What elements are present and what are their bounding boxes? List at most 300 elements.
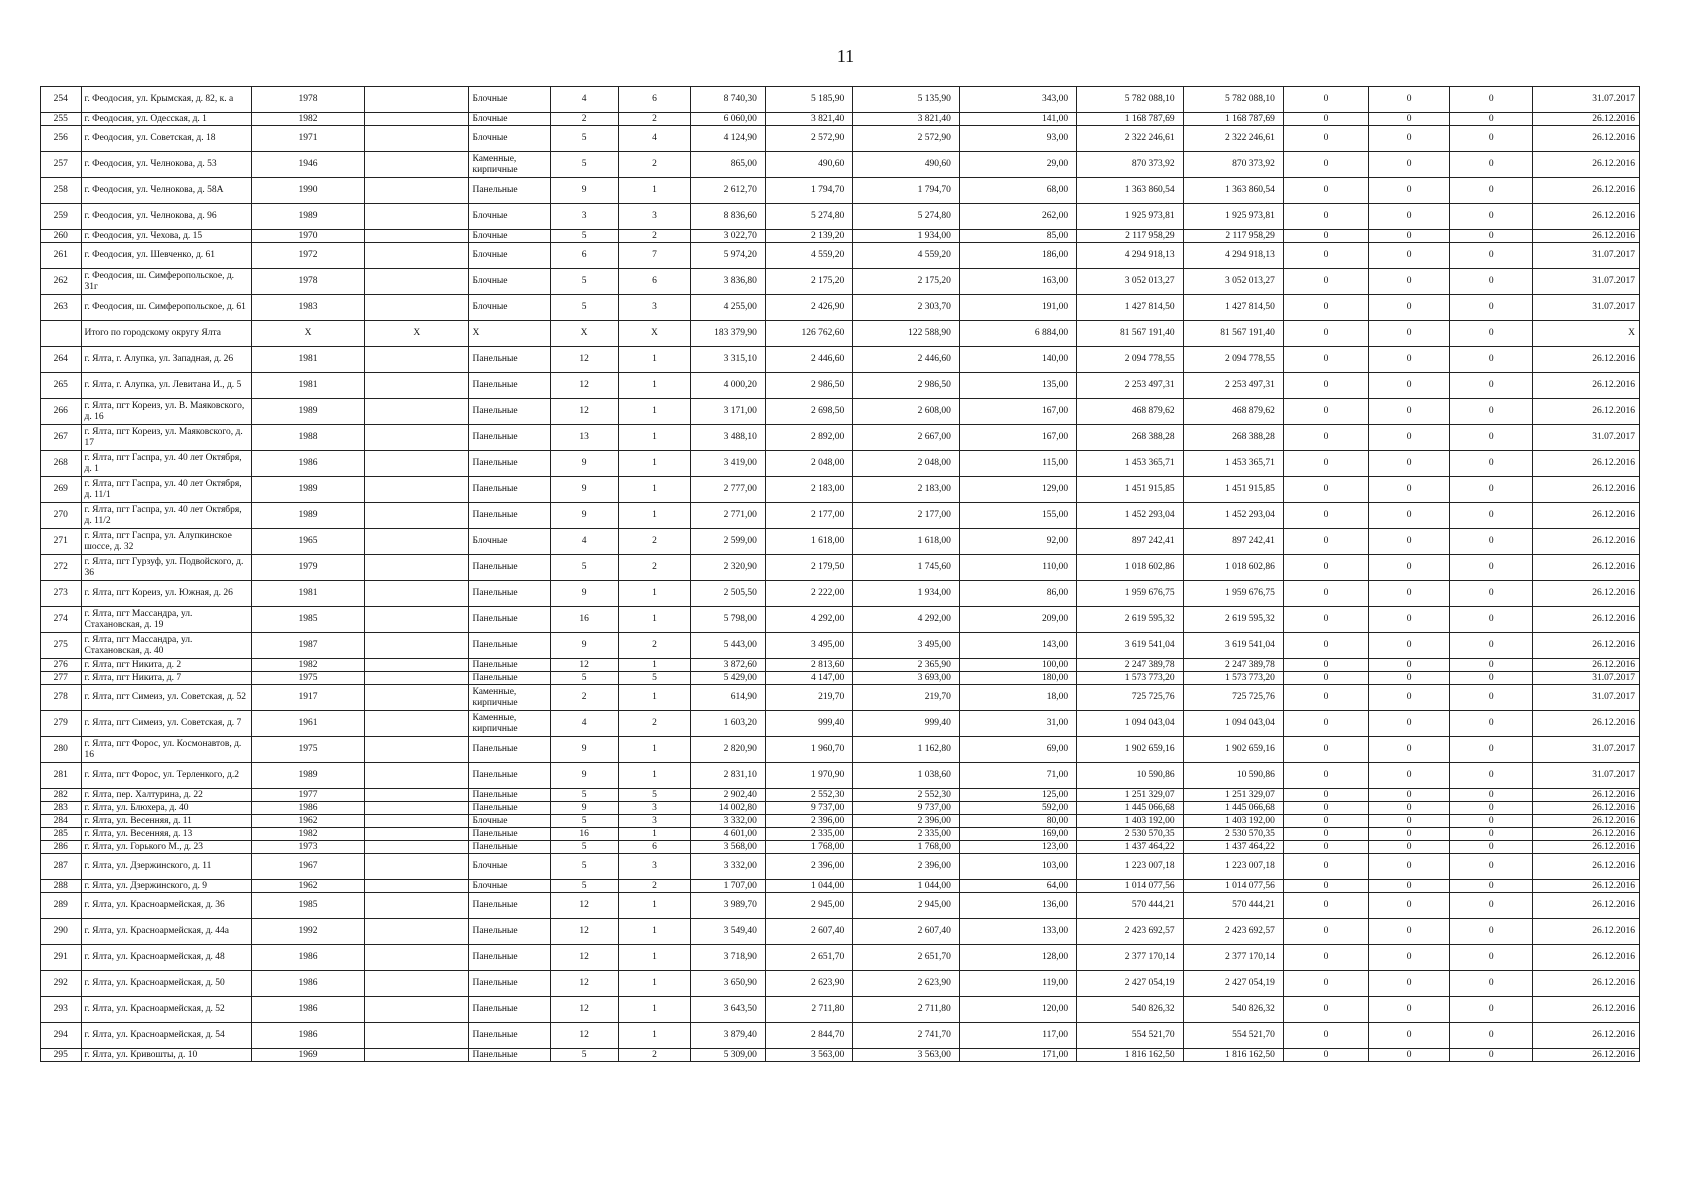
deadline-date: 26.12.2016 [1533,373,1640,399]
zero-col-2: 0 [1369,607,1450,633]
residents: 85,00 [959,230,1076,243]
area-private: 2 986,50 [853,373,960,399]
total-area: 3 549,40 [691,919,766,945]
zero-col-1: 0 [1283,204,1368,230]
wall-type: Панельные [469,503,550,529]
table-row [41,425,1640,451]
zero-col-3: 0 [1450,880,1533,893]
address: г. Ялта, пгт Гаспра, ул. Алупкинское шоссе, д. 32 [81,529,252,555]
col-blank [365,204,469,230]
deadline-date: 31.07.2017 [1533,685,1640,711]
table-row [41,126,1640,152]
zero-col-3: 0 [1450,425,1533,451]
zero-col-3: 0 [1450,581,1533,607]
zero-col-3: 0 [1450,763,1533,789]
year-built: 1965 [252,529,365,555]
table-row [41,477,1640,503]
deadline-date: 26.12.2016 [1533,841,1640,854]
zero-col-3: 0 [1450,230,1533,243]
wall-type: Панельные [469,633,550,659]
floors: 5 [550,841,618,854]
address: г. Ялта, ул. Красноармейская, д. 50 [81,971,252,997]
area-private: 1 745,60 [853,555,960,581]
table-row [41,971,1640,997]
area-private: 1 934,00 [853,230,960,243]
year-built: 1978 [252,269,365,295]
cost-total: 1 925 973,81 [1077,204,1184,230]
deadline-date: 31.07.2017 [1533,737,1640,763]
year-built: 1977 [252,789,365,802]
col-blank [365,841,469,854]
entrances: 3 [618,204,690,230]
address: г. Ялта, пгт Никита, д. 2 [81,659,252,672]
zero-col-1: 0 [1283,854,1368,880]
entrances: 5 [618,789,690,802]
total-area: 4 000,20 [691,373,766,399]
cost-fund: 1 251 329,07 [1183,789,1283,802]
row-number: 266 [41,399,82,425]
floors: 4 [550,711,618,737]
row-number: 273 [41,581,82,607]
year-built: 1986 [252,451,365,477]
entrances: 3 [618,802,690,815]
year-built: 1989 [252,503,365,529]
total-area: 6 060,00 [691,113,766,126]
residents: 100,00 [959,659,1076,672]
cost-fund: 1 452 293,04 [1183,503,1283,529]
living-area: 2 813,60 [765,659,852,672]
row-number: 295 [41,1049,82,1062]
col-blank [365,425,469,451]
cost-fund: 2 094 778,55 [1183,347,1283,373]
table-row [41,87,1640,113]
col-blank [365,347,469,373]
residents: 128,00 [959,945,1076,971]
wall-type: Каменные, кирпичные [469,685,550,711]
residents: 119,00 [959,971,1076,997]
wall-type: Блочные [469,880,550,893]
entrances: 1 [618,1023,690,1049]
zero-col-1: 0 [1283,607,1368,633]
wall-type: Панельные [469,451,550,477]
wall-type: Блочные [469,126,550,152]
row-number: 290 [41,919,82,945]
table-row [41,399,1640,425]
entrances: 1 [618,347,690,373]
deadline-date: 26.12.2016 [1533,230,1640,243]
zero-col-3: 0 [1450,893,1533,919]
cost-fund: 1 959 676,75 [1183,581,1283,607]
cost-fund: 1 223 007,18 [1183,854,1283,880]
cost-total: 3 619 541,04 [1077,633,1184,659]
address: г. Ялта, ул. Дзержинского, д. 9 [81,880,252,893]
floors: 12 [550,659,618,672]
wall-type: Панельные [469,971,550,997]
cost-total: 2 377 170,14 [1077,945,1184,971]
entrances: 3 [618,815,690,828]
area-private: 5 274,80 [853,204,960,230]
zero-col-2: 0 [1369,321,1450,347]
residents: 117,00 [959,1023,1076,1049]
deadline-date: 26.12.2016 [1533,997,1640,1023]
total-area: 2 831,10 [691,763,766,789]
zero-col-3: 0 [1450,503,1533,529]
zero-col-3: 0 [1450,971,1533,997]
living-area: 2 426,90 [765,295,852,321]
cost-total: 570 444,21 [1077,893,1184,919]
col-blank [365,893,469,919]
row-number: 275 [41,633,82,659]
entrances: 6 [618,841,690,854]
floors: 5 [550,672,618,685]
floors: 12 [550,1023,618,1049]
address: г. Ялта, пгт Гаспра, ул. 40 лет Октября, д. 1 [81,451,252,477]
zero-col-3: 0 [1450,555,1533,581]
cost-total: 1 094 043,04 [1077,711,1184,737]
address: г. Ялта, ул. Кривошты, д. 10 [81,1049,252,1062]
address: г. Ялта, пгт Массандра, ул. Стахановская, д. 40 [81,633,252,659]
residents: 123,00 [959,841,1076,854]
zero-col-1: 0 [1283,789,1368,802]
cost-fund: 725 725,76 [1183,685,1283,711]
residents: 140,00 [959,347,1076,373]
zero-col-2: 0 [1369,685,1450,711]
deadline-date: 26.12.2016 [1533,451,1640,477]
area-private: 1 044,00 [853,880,960,893]
deadline-date: 26.12.2016 [1533,854,1640,880]
cost-fund: 2 322 246,61 [1183,126,1283,152]
col-blank [365,126,469,152]
floors: 9 [550,581,618,607]
col-blank [365,295,469,321]
deadline-date: 26.12.2016 [1533,802,1640,815]
zero-col-1: 0 [1283,945,1368,971]
entrances: 1 [618,828,690,841]
floors: 5 [550,854,618,880]
living-area: 126 762,60 [765,321,852,347]
zero-col-2: 0 [1369,763,1450,789]
entrances: 7 [618,243,690,269]
total-area: 5 309,00 [691,1049,766,1062]
area-private: 219,70 [853,685,960,711]
wall-type: Блочные [469,295,550,321]
zero-col-1: 0 [1283,581,1368,607]
area-private: 2 177,00 [853,503,960,529]
cost-total: 2 247 389,78 [1077,659,1184,672]
floors: 12 [550,893,618,919]
deadline-date: 26.12.2016 [1533,503,1640,529]
cost-fund: 570 444,21 [1183,893,1283,919]
cost-total: 1 223 007,18 [1077,854,1184,880]
zero-col-3: 0 [1450,204,1533,230]
zero-col-3: 0 [1450,399,1533,425]
table-row [41,178,1640,204]
deadline-date: 26.12.2016 [1533,347,1640,373]
row-number: 294 [41,1023,82,1049]
row-number: 284 [41,815,82,828]
area-private: 2 651,70 [853,945,960,971]
col-blank [365,854,469,880]
zero-col-2: 0 [1369,997,1450,1023]
year-built: 1986 [252,945,365,971]
address: г. Ялта, ул. Весенняя, д. 13 [81,828,252,841]
cost-total: 554 521,70 [1077,1023,1184,1049]
total-area: 2 612,70 [691,178,766,204]
floors: 5 [550,269,618,295]
floors: 6 [550,243,618,269]
year-built: 1989 [252,477,365,503]
area-private: 2 446,60 [853,347,960,373]
table-row [41,204,1640,230]
table-row [41,347,1640,373]
wall-type: Панельные [469,178,550,204]
floors: 9 [550,737,618,763]
address: г. Ялта, ул. Весенняя, д. 11 [81,815,252,828]
address: г. Ялта, пгт Гаспра, ул. 40 лет Октября, д. 11/1 [81,477,252,503]
area-private: 1 934,00 [853,581,960,607]
area-private: 2 711,80 [853,997,960,1023]
deadline-date: 31.07.2017 [1533,425,1640,451]
entrances: 6 [618,87,690,113]
wall-type: Блочные [469,243,550,269]
deadline-date: 31.07.2017 [1533,672,1640,685]
floors: 5 [550,555,618,581]
address: г. Феодосия, ул. Челнокова, д. 58А [81,178,252,204]
wall-type: Панельные [469,347,550,373]
table-row [41,997,1640,1023]
wall-type: Панельные [469,997,550,1023]
zero-col-3: 0 [1450,269,1533,295]
living-area: 490,60 [765,152,852,178]
zero-col-3: 0 [1450,87,1533,113]
area-private: 3 495,00 [853,633,960,659]
col-blank [365,1049,469,1062]
col-blank [365,607,469,633]
address: г. Феодосия, ул. Челнокова, д. 96 [81,204,252,230]
year-built: 1987 [252,633,365,659]
row-number: 271 [41,529,82,555]
cost-total: 1 014 077,56 [1077,880,1184,893]
address: г. Феодосия, ул. Советская, д. 18 [81,126,252,152]
living-area: 2 179,50 [765,555,852,581]
address: г. Феодосия, ш. Симферопольское, д. 61 [81,295,252,321]
floors: 5 [550,152,618,178]
zero-col-1: 0 [1283,555,1368,581]
living-area: 2 844,70 [765,1023,852,1049]
zero-col-1: 0 [1283,269,1368,295]
year-built: 1981 [252,581,365,607]
deadline-date: 26.12.2016 [1533,828,1640,841]
floors: 9 [550,503,618,529]
entrances: 1 [618,425,690,451]
address: г. Ялта, ул. Красноармейская, д. 52 [81,997,252,1023]
total-area: 5 443,00 [691,633,766,659]
cost-fund: 4 294 918,13 [1183,243,1283,269]
area-private: 1 618,00 [853,529,960,555]
zero-col-2: 0 [1369,1049,1450,1062]
address: г. Феодосия, ул. Чехова, д. 15 [81,230,252,243]
zero-col-3: 0 [1450,1023,1533,1049]
cost-fund: 2 427 054,19 [1183,971,1283,997]
cost-fund: 2 619 595,32 [1183,607,1283,633]
residents: 64,00 [959,880,1076,893]
cost-fund: 1 902 659,16 [1183,737,1283,763]
deadline-date: 31.07.2017 [1533,295,1640,321]
address: г. Ялта, ул. Красноармейская, д. 48 [81,945,252,971]
wall-type: Панельные [469,659,550,672]
deadline-date: 31.07.2017 [1533,763,1640,789]
living-area: 2 651,70 [765,945,852,971]
zero-col-3: 0 [1450,243,1533,269]
total-area: 3 872,60 [691,659,766,672]
living-area: 1 044,00 [765,880,852,893]
table-row [41,451,1640,477]
zero-col-2: 0 [1369,633,1450,659]
zero-col-2: 0 [1369,802,1450,815]
zero-col-2: 0 [1369,178,1450,204]
total-area: 2 902,40 [691,789,766,802]
table-row [41,373,1640,399]
cost-total: 2 427 054,19 [1077,971,1184,997]
cost-fund: 468 879,62 [1183,399,1283,425]
floors: 4 [550,529,618,555]
wall-type: Блочные [469,230,550,243]
row-number: 257 [41,152,82,178]
living-area: 4 147,00 [765,672,852,685]
total-area: 5 974,20 [691,243,766,269]
col-blank [365,1023,469,1049]
year-built: 1979 [252,555,365,581]
zero-col-2: 0 [1369,737,1450,763]
table-row [41,529,1640,555]
col-blank [365,789,469,802]
row-number: 281 [41,763,82,789]
wall-type: Панельные [469,828,550,841]
table-row [41,555,1640,581]
residents: 167,00 [959,425,1076,451]
area-private: 1 768,00 [853,841,960,854]
total-area: 3 315,10 [691,347,766,373]
floors: 12 [550,399,618,425]
total-area: 2 771,00 [691,503,766,529]
total-area: 1 603,20 [691,711,766,737]
zero-col-3: 0 [1450,373,1533,399]
cost-total: 1 453 365,71 [1077,451,1184,477]
zero-col-3: 0 [1450,737,1533,763]
area-private: 999,40 [853,711,960,737]
cost-total: 468 879,62 [1077,399,1184,425]
address: г. Ялта, пгт Симеиз, ул. Советская, д. 52 [81,685,252,711]
entrances: 6 [618,269,690,295]
living-area: 219,70 [765,685,852,711]
year-built: 1969 [252,1049,365,1062]
deadline-date: 26.12.2016 [1533,178,1640,204]
wall-type: Панельные [469,789,550,802]
entrances: 3 [618,854,690,880]
floors: 9 [550,633,618,659]
floors: 16 [550,607,618,633]
row-number: 274 [41,607,82,633]
zero-col-1: 0 [1283,373,1368,399]
living-area: 2 552,30 [765,789,852,802]
wall-type: Панельные [469,425,550,451]
address: г. Ялта, пгт Кореиз, ул. Южная, д. 26 [81,581,252,607]
col-blank [365,685,469,711]
row-number: 258 [41,178,82,204]
residents: 171,00 [959,1049,1076,1062]
table-row [41,503,1640,529]
zero-col-2: 0 [1369,919,1450,945]
year-built: X [252,321,365,347]
deadline-date: 26.12.2016 [1533,113,1640,126]
zero-col-1: 0 [1283,178,1368,204]
entrances: 1 [618,893,690,919]
year-built: 1989 [252,204,365,230]
deadline-date: 26.12.2016 [1533,204,1640,230]
col-blank [365,178,469,204]
address: г. Феодосия, ул. Одесская, д. 1 [81,113,252,126]
address: г. Ялта, пгт Форос, ул. Терленкого, д.2 [81,763,252,789]
wall-type: Блочные [469,815,550,828]
zero-col-3: 0 [1450,711,1533,737]
living-area: 1 768,00 [765,841,852,854]
cost-total: 268 388,28 [1077,425,1184,451]
living-area: 2 698,50 [765,399,852,425]
zero-col-2: 0 [1369,945,1450,971]
cost-total: 725 725,76 [1077,685,1184,711]
zero-col-2: 0 [1369,893,1450,919]
wall-type: Блочные [469,204,550,230]
year-built: 1972 [252,243,365,269]
living-area: 2 396,00 [765,854,852,880]
year-built: 1985 [252,607,365,633]
living-area: 2 048,00 [765,451,852,477]
zero-col-1: 0 [1283,711,1368,737]
zero-col-1: 0 [1283,113,1368,126]
total-area: 2 820,90 [691,737,766,763]
zero-col-1: 0 [1283,737,1368,763]
total-area: 5 429,00 [691,672,766,685]
area-private: 3 693,00 [853,672,960,685]
residents: 155,00 [959,503,1076,529]
entrances: X [618,321,690,347]
zero-col-2: 0 [1369,555,1450,581]
area-private: 3 563,00 [853,1049,960,1062]
zero-col-2: 0 [1369,87,1450,113]
cost-fund: 1 427 814,50 [1183,295,1283,321]
year-built: 1983 [252,295,365,321]
deadline-date: 26.12.2016 [1533,555,1640,581]
zero-col-3: 0 [1450,451,1533,477]
total-area: 3 332,00 [691,815,766,828]
row-number: 267 [41,425,82,451]
living-area: 4 292,00 [765,607,852,633]
zero-col-1: 0 [1283,971,1368,997]
cost-total: 1 018 602,86 [1077,555,1184,581]
floors: 5 [550,1049,618,1062]
cost-fund: 897 242,41 [1183,529,1283,555]
zero-col-1: 0 [1283,126,1368,152]
floors: 12 [550,971,618,997]
total-area: 1 707,00 [691,880,766,893]
total-area: 2 777,00 [691,477,766,503]
total-area: 3 836,80 [691,269,766,295]
living-area: 2 139,20 [765,230,852,243]
cost-total: 2 619 595,32 [1077,607,1184,633]
cost-total: 1 452 293,04 [1077,503,1184,529]
living-area: 3 821,40 [765,113,852,126]
residents: 120,00 [959,997,1076,1023]
